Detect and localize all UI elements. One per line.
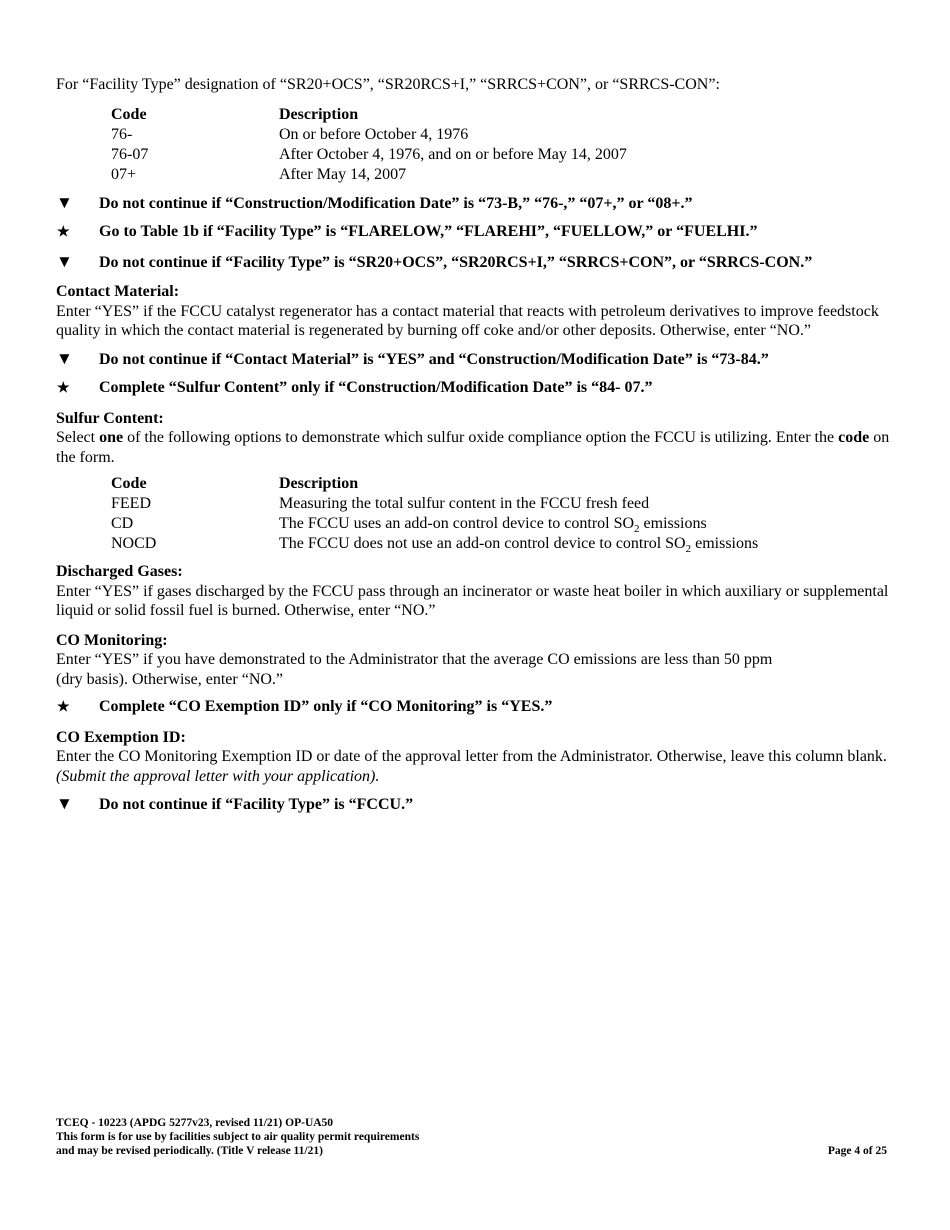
- description-cell: [279, 534, 758, 554]
- facility-type-intro: For “Facility Type” designation of “SR20+OCS”, “SR20RCS+I,” “SRRCS+CON”, or “SRRCS-CON”:: [56, 76, 720, 93]
- section-heading: Sulfur Content:: [56, 409, 164, 427]
- section-body: [56, 428, 892, 467]
- code-header: Code: [111, 475, 147, 492]
- code-cell: 76-: [111, 125, 133, 143]
- description-header: Description: [279, 475, 359, 492]
- instruction-text: Do not continue if “Facility Type” is “SR20+OCS”, “SR20RCS+I,” “SRRCS+CON”, or “SRRCS-CON.”: [99, 253, 813, 271]
- star-icon: ★: [57, 225, 70, 240]
- section-body: Enter “YES” if the FCCU catalyst regenerator has a contact material that reacts with petroleum derivatives to improve feedstock quality in which the contact material is regenerated by burning off coke and/or other deposits. Otherwise, enter “NO.”: [56, 302, 879, 339]
- section-heading: CO Exemption ID:: [56, 728, 186, 746]
- star-icon: ★: [57, 381, 70, 396]
- table-row: [111, 534, 758, 554]
- body-line: (dry basis). Otherwise, enter “NO.”: [56, 670, 284, 688]
- description-cell: After October 4, 1976, and on or before May 14, 2007: [279, 145, 627, 163]
- sulfur-code-table: [111, 474, 758, 554]
- stop-instruction: [56, 349, 892, 370]
- instruction-text: Do not continue if “Construction/Modification Date” is “73-B,” “76-,” “07+,” or “08+.”: [99, 194, 693, 212]
- instruction-text: Complete “CO Exemption ID” only if “CO Monitoring” is “YES.”: [99, 698, 553, 715]
- section-heading: CO Monitoring:: [56, 631, 168, 649]
- stop-instruction: [56, 252, 892, 273]
- conditional-instruction: [56, 378, 892, 399]
- star-icon: ★: [57, 700, 70, 715]
- down-triangle-icon: ▼: [56, 251, 73, 271]
- section-body: Enter “YES” if gases discharged by the FCCU pass through an incinerator or waste heat boiler in which auxiliary or supplemental liquid or solid fossil fuel is burned. Otherwise, enter “NO.”: [56, 582, 889, 619]
- instructions-body: [56, 75, 892, 824]
- table-row: [111, 494, 758, 514]
- emphasis-text: one: [99, 429, 124, 446]
- section-body: [56, 747, 892, 786]
- body-text: on the form.: [56, 429, 890, 466]
- down-triangle-icon: ▼: [56, 348, 73, 368]
- table-header-row: [111, 474, 758, 494]
- body-text: Enter the CO Monitoring Exemption ID or date of the approval letter from the Administrator. Otherwise, leave this column blank.: [56, 748, 887, 765]
- body-line: Enter “YES” if you have demonstrated to the Administrator that the average CO emissions are less than 50 ppm: [56, 651, 773, 668]
- table-row: [111, 165, 627, 185]
- stop-instruction: [56, 794, 892, 815]
- body-text: of the following options to demonstrate which sulfur oxide compliance option the FCCU is utilizing. Enter the: [123, 429, 839, 446]
- instruction-text: Do not continue if “Contact Material” is “YES” and “Construction/Modification Date” is “73-84.”: [99, 350, 769, 368]
- description-cell: [279, 494, 758, 514]
- instruction-text: Complete “Sulfur Content” only if “Construction/Modification Date” is “84- 07.”: [99, 379, 653, 396]
- date-code-table: [111, 105, 627, 185]
- code-cell: NOCD: [111, 535, 157, 552]
- table-header-row: [111, 105, 627, 125]
- description-text: The FCCU does not use an add-on control device to control SO: [279, 535, 686, 552]
- description-header: Description: [279, 105, 359, 123]
- description-text: emissions: [639, 515, 707, 532]
- description-cell: On or before October 4, 1976: [279, 125, 469, 143]
- code-cell: CD: [111, 515, 134, 532]
- co-monitoring-section: [56, 631, 892, 690]
- description-cell: [279, 514, 758, 534]
- contact-material-section: [56, 282, 892, 341]
- subscript: 2: [685, 543, 692, 556]
- instruction-text: Do not continue if “Facility Type” is “FCCU.”: [99, 796, 414, 813]
- section-heading: Contact Material:: [56, 283, 180, 300]
- page-number: Page 4 of 25: [827, 1145, 887, 1157]
- discharged-gases-section: [56, 562, 892, 621]
- table-row: [111, 125, 627, 145]
- description-text: The FCCU uses an add-on control device to control SO: [279, 515, 635, 532]
- instruction-text: Go to Table 1b if “Facility Type” is “FLARELOW,” “FLAREHI”, “FUELLOW,” or “FUELHI.”: [99, 223, 758, 240]
- section-body: [56, 650, 892, 689]
- stop-instruction: [56, 193, 892, 214]
- body-text: Select: [56, 429, 100, 446]
- table-row: [111, 145, 627, 165]
- code-header: Code: [111, 105, 147, 123]
- form-id: TCEQ - 10223 (APDG 5277v23, revised 11/21) OP-UA50: [56, 1117, 334, 1129]
- description-text: emissions: [691, 535, 759, 552]
- code-cell: FEED: [111, 495, 151, 512]
- sulfur-content-section: [56, 409, 892, 555]
- footer-note: and may be revised periodically. (Title V release 11/21): [56, 1145, 323, 1157]
- footer-note: This form is for use by facilities subject to air quality permit requirements: [56, 1131, 420, 1143]
- section-heading: Discharged Gases:: [56, 563, 183, 580]
- page-footer: [56, 1116, 887, 1158]
- down-triangle-icon: ▼: [56, 794, 73, 813]
- code-cell: 07+: [111, 165, 137, 183]
- conditional-instruction: [56, 697, 892, 718]
- code-cell: 76-07: [111, 145, 149, 163]
- emphasis-text: code: [838, 429, 870, 446]
- co-exemption-section: [56, 728, 892, 787]
- italic-note: (Submit the approval letter with your application).: [56, 767, 380, 785]
- description-cell: After May 14, 2007: [279, 165, 407, 183]
- down-triangle-icon: ▼: [56, 192, 73, 212]
- goto-instruction: [56, 222, 892, 243]
- description-text: Measuring the total sulfur content in the FCCU fresh feed: [279, 495, 650, 512]
- subscript: 2: [634, 523, 640, 536]
- table-row: [111, 514, 758, 534]
